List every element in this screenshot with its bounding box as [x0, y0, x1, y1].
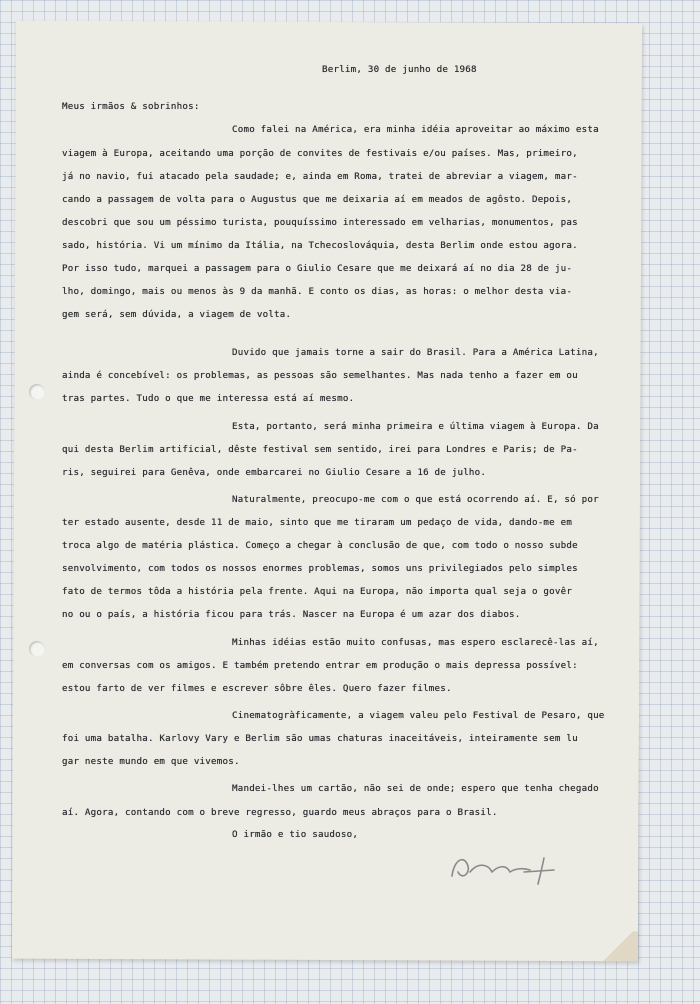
- body-line: em conversas com os amigos. E também pretendo entrar em produção o mais depressa possível:: [62, 660, 578, 671]
- body-line: Por isso tudo, marquei a passagem para o Giulio Cesare que me deixará aí no dia 28 de ju-: [62, 263, 573, 274]
- handwritten-signature: [448, 842, 578, 890]
- body-line: Duvido que jamais torne a sair do Brasil. Para a América Latina,: [232, 347, 599, 358]
- body-line: foi uma batalha. Karlovy Vary e Berlim são umas chaturas inaceitáveis, inteiramente sem lu: [62, 733, 578, 744]
- body-line: sado, história. Vi um mínimo da Itália, na Tchecoslováquia, desta Berlim onde estou agora.: [62, 240, 578, 251]
- punch-hole: [29, 641, 45, 657]
- body-line: gar neste mundo em que vivemos.: [62, 756, 240, 767]
- body-line: qui desta Berlim artificial, dêste festival sem sentido, irei para Londres e Paris; de Pa-: [62, 444, 578, 455]
- body-line: ainda é concebível: os problemas, as pessoas são semelhantes. Mas nada tenho a fazer em ou: [62, 370, 578, 381]
- body-line: fato de termos tôda a história pela frente. Aqui na Europa, não importa qual seja o govêr: [62, 586, 573, 597]
- body-line: descobri que sou um péssimo turista, pouquíssimo interessado em velharias, monumentos, pas: [62, 217, 578, 228]
- body-line: troca algo de matéria plástica. Começo a chegar à conclusão de que, com todo o nosso subde: [62, 540, 578, 551]
- body-line: ris, seguirei para Genêva, onde embarcarei no Giulio Cesare a 16 de julho.: [62, 467, 487, 478]
- salutation: Meus irmãos & sobrinhos:: [62, 101, 200, 112]
- body-line: Cinematogràficamente, a viagem valeu pelo Festival de Pesaro, que: [232, 710, 605, 721]
- body-line: aí. Agora, contando com o breve regresso, guardo meus abraços para o Brasil.: [62, 807, 498, 818]
- body-line: ter estado ausente, desde 11 de maio, sinto que me tiraram um pedaço de vida, dando-me em: [62, 517, 573, 528]
- body-line: Como falei na América, era minha idéia aproveitar ao máximo esta: [232, 124, 599, 135]
- body-line: no ou o país, a história ficou para trás. Nascer na Europa é um azar dos diabos.: [62, 609, 521, 620]
- body-line: lho, domingo, mais ou menos às 9 da manhã. E conto os dias, as horas: o melhor desta via-: [62, 286, 573, 297]
- body-line: viagem à Europa, aceitando uma porção de convites de festivais e/ou países. Mas, primeiro,: [62, 148, 578, 159]
- letter-sheet: [12, 21, 642, 962]
- body-line: tras partes. Tudo o que me interessa está aí mesmo.: [62, 393, 355, 404]
- punch-hole: [29, 384, 45, 400]
- dateline: Berlim, 30 de junho de 1968: [322, 64, 477, 75]
- body-line: Esta, portanto, será minha primeira e última viagem à Europa. Da: [232, 421, 599, 432]
- body-line: já no navio, fui atacado pela saudade; e, ainda em Roma, tratei de abreviar a viagem, mar-: [62, 171, 578, 182]
- body-line: Minhas idéias estão muito confusas, mas espero esclarecê-las aí,: [232, 637, 599, 648]
- body-line: estou farto de ver filmes e escrever sôbre êles. Quero fazer filmes.: [62, 683, 452, 694]
- body-line: gem será, sem dúvida, a viagem de volta.: [62, 309, 292, 320]
- body-line: Mandei-lhes um cartão, não sei de onde; espero que tenha chegado: [232, 783, 599, 794]
- body-line: senvolvimento, com todos os nossos enormes problemas, somos uns privilegiados pelo simples: [62, 563, 578, 574]
- closing: O irmão e tio saudoso,: [232, 829, 359, 840]
- body-line: Naturalmente, preocupo-me com o que está ocorrendo aí. E, só por: [232, 494, 599, 505]
- body-line: cando a passagem de volta para o Augustus que me deixaria aí em meados de agôsto. Depois,: [62, 194, 573, 205]
